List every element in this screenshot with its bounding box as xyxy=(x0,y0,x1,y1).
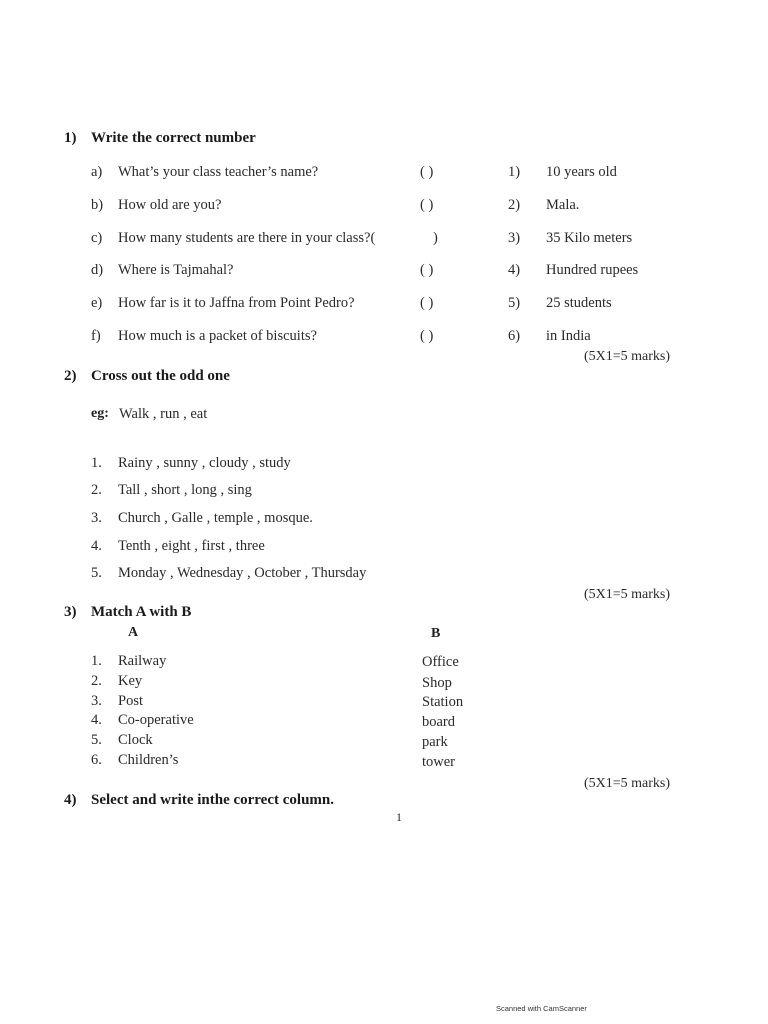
section-3-marks: (5X1=5 marks) xyxy=(584,776,671,791)
answer-bracket: ( ) xyxy=(420,262,434,278)
question-text: Where is Tajmahal? xyxy=(118,262,234,278)
answer-number: 2) xyxy=(508,197,521,213)
question-text: How much is a packet of biscuits? xyxy=(118,328,317,344)
item-text: Tenth , eight , first , three xyxy=(118,538,265,554)
item-number: 2. xyxy=(91,482,102,498)
item-text: Tall , short , long , sing xyxy=(118,482,252,498)
answer-text: in India xyxy=(546,328,591,344)
answer-bracket: ( ) xyxy=(420,164,434,180)
column-b-item: Office xyxy=(422,654,459,670)
column-a-item: Co-operative xyxy=(118,712,194,728)
section-2-title: Cross out the odd one xyxy=(91,368,230,384)
question-text: How old are you? xyxy=(118,197,222,213)
column-b-item: park xyxy=(422,734,448,750)
question-text: How far is it to Jaffna from Point Pedro? xyxy=(118,295,355,311)
question-text: What’s your class teacher’s name? xyxy=(118,164,319,180)
column-a-item: Children’s xyxy=(118,752,179,768)
column-a-number: 3. xyxy=(91,693,102,709)
item-text: Rainy , sunny , cloudy , study xyxy=(118,455,291,471)
item-number: 1. xyxy=(91,455,102,471)
answer-bracket: ) xyxy=(433,230,438,246)
section-1-number: 1) xyxy=(64,130,77,146)
answer-number: 5) xyxy=(508,295,521,311)
item-number: 5. xyxy=(91,565,102,581)
answer-text: 10 years old xyxy=(546,164,617,180)
answer-bracket: ( ) xyxy=(420,328,434,344)
section-3-number: 3) xyxy=(64,604,77,620)
question-letter: a) xyxy=(91,164,103,180)
column-a-number: 2. xyxy=(91,673,102,689)
column-a-number: 1. xyxy=(91,653,102,669)
section-1-title: Write the correct number xyxy=(91,130,256,146)
column-a-number: 4. xyxy=(91,712,102,728)
question-letter: e) xyxy=(91,295,103,311)
section-2-marks: (5X1=5 marks) xyxy=(584,587,671,602)
column-a-number: 5. xyxy=(91,732,102,748)
answer-number: 1) xyxy=(508,164,521,180)
question-text: How many students are there in your class?( xyxy=(118,230,376,246)
section-1-marks: (5X1=5 marks) xyxy=(584,349,671,364)
answer-number: 4) xyxy=(508,262,521,278)
column-b-item: board xyxy=(422,714,456,730)
answer-number: 6) xyxy=(508,328,521,344)
question-letter: d) xyxy=(91,262,104,278)
column-b-header: B xyxy=(431,626,441,641)
question-letter: c) xyxy=(91,230,103,246)
item-number: 4. xyxy=(91,538,102,554)
column-a-header: A xyxy=(128,625,139,640)
answer-text: 35 Kilo meters xyxy=(546,230,633,246)
example-text: Walk , run , eat xyxy=(119,406,208,422)
section-2-number: 2) xyxy=(64,368,77,384)
question-letter: b) xyxy=(91,197,104,213)
column-a-item: Post xyxy=(118,693,143,709)
answer-bracket: ( ) xyxy=(420,197,434,213)
column-a-item: Clock xyxy=(118,732,153,748)
section-4-number: 4) xyxy=(64,792,77,808)
column-a-item: Key xyxy=(118,673,143,689)
answer-text: Hundred rupees xyxy=(546,262,639,278)
answer-bracket: ( ) xyxy=(420,295,434,311)
column-b-item: Shop xyxy=(422,675,452,691)
section-4-title: Select and write inthe correct column. xyxy=(91,792,334,808)
item-text: Church , Galle , temple , mosque. xyxy=(118,510,313,526)
example-label: eg: xyxy=(91,406,109,421)
page-number: 1 xyxy=(396,810,402,824)
question-letter: f) xyxy=(91,328,101,344)
column-a-number: 6. xyxy=(91,752,102,768)
scanner-watermark: Scanned with CamScanner xyxy=(496,1004,587,1013)
answer-number: 3) xyxy=(508,230,521,246)
answer-text: Mala. xyxy=(546,197,580,213)
item-number: 3. xyxy=(91,510,102,526)
column-a-item: Railway xyxy=(118,653,167,669)
column-b-item: tower xyxy=(422,754,456,770)
column-b-item: Station xyxy=(422,694,464,710)
answer-text: 25 students xyxy=(546,295,612,311)
section-3-title: Match A with B xyxy=(91,604,192,620)
item-text: Monday , Wednesday , October , Thursday xyxy=(118,565,367,581)
